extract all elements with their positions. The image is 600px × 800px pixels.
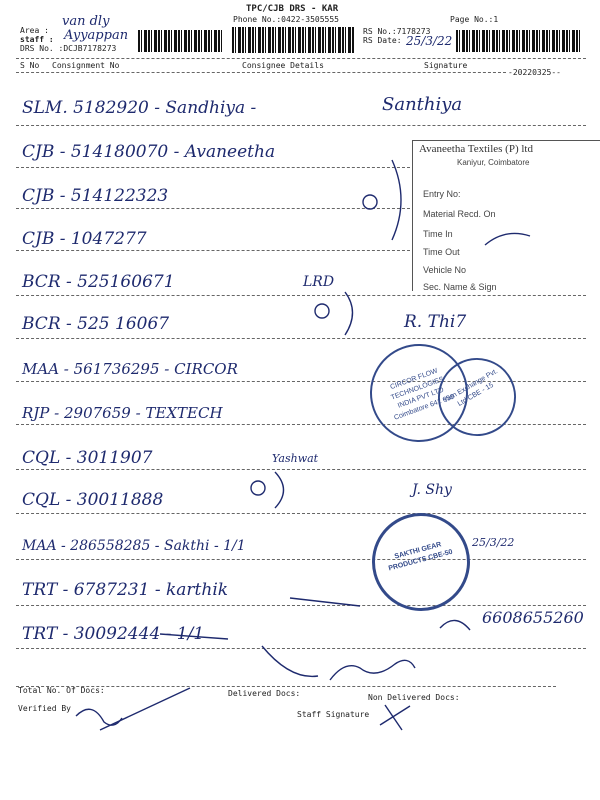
circled-3 <box>251 481 265 495</box>
entry-row-2: CJB - 514180070 - Avaneetha <box>22 142 276 162</box>
delivered-docs-label: Delivered Docs: <box>228 689 301 698</box>
receipt-field: Sec. Name & Sign <box>423 282 497 292</box>
entry-sign-10: J. Shy <box>412 482 452 498</box>
entry-row-4: CJB - 1047277 <box>22 229 147 249</box>
entry-sign-9: Yashwat <box>272 452 319 465</box>
entry-row-5: BCR - 525160671 <box>22 272 175 292</box>
receipt-field: Vehicle No <box>423 265 467 275</box>
entry-row-10: CQL - 30011888 <box>22 490 164 510</box>
staff-label: staff : <box>20 35 54 44</box>
entry-row-8: RJP - 2907659 - TEXTECH <box>22 404 223 422</box>
signature-scrawl <box>380 705 410 730</box>
receipt-field: Time In <box>423 229 453 239</box>
entry-row-11: MAA - 286558285 - Sakthi - 1/1 <box>22 538 246 554</box>
rs-number: RS No.:7178273 <box>363 27 431 36</box>
col-signature: Signature <box>424 61 468 70</box>
entry-sign-6: R. Thi7 <box>404 312 467 332</box>
bracket-mark <box>275 472 284 508</box>
circled-3 <box>363 195 377 209</box>
signature-scrawl <box>440 620 470 630</box>
verified-by-label: Verified By <box>18 704 71 713</box>
non-delivered-docs-label: Non Delivered Docs: <box>368 693 460 702</box>
circor-stamp-text: CIRCOR FLOW TECHNOLOGIES INDIA PVT LTD Coimbatore 641 659 <box>389 367 456 422</box>
circled-3 <box>315 304 329 318</box>
document-title: TPC/CJB DRS - KAR <box>246 4 339 14</box>
yarn-stamp-text: Yarn Exchange Pvt. Ltd CBE - 15 <box>442 367 500 408</box>
bracket-mark <box>345 292 353 335</box>
area-label: Area : <box>20 26 49 35</box>
staff-signature-label: Staff Signature <box>297 710 370 719</box>
signature-scrawl <box>330 660 415 680</box>
entry-row-6: BCR - 525 16067 <box>22 314 170 334</box>
entry-sign-5: LRD <box>303 274 335 290</box>
entry-sign-1: Santhiya <box>382 94 463 115</box>
area-handwritten: van dly <box>62 14 110 29</box>
receipt-location: Kaniyur, Coimbatore <box>457 158 530 167</box>
entry-row-7: MAA - 561736295 - CIRCOR <box>22 360 238 378</box>
signature-scrawl <box>100 688 190 730</box>
arrow-line <box>262 646 318 676</box>
staff-handwritten: Ayyappan <box>64 28 129 43</box>
receipt-field: Time Out <box>423 247 460 257</box>
entry-row-3: CJB - 514122323 <box>22 186 169 206</box>
col-sno: S No <box>20 61 40 70</box>
entry-sign-13: 6608655260 <box>482 608 584 627</box>
sakthi-stamp-text: SAKTHI GEAR PRODUCTS CBE-50 <box>387 541 454 573</box>
bracket-mark <box>392 160 401 240</box>
col-consignee: Consignee Details <box>242 61 324 70</box>
col-consignment: Consignment No <box>52 61 120 70</box>
arrow-line <box>160 634 228 639</box>
entry-row-13: TRT - 30092444 - 1/1 <box>22 624 205 644</box>
page-number: Page No.:1 <box>450 15 499 24</box>
receipt-company: Avaneetha Textiles (P) ltd <box>419 143 533 155</box>
arrow-line <box>290 598 360 606</box>
rs-date-label: RS Date: <box>363 36 402 45</box>
entry-row-9: CQL - 3011907 <box>22 448 153 468</box>
entry-row-12: TRT - 6787231 - karthik <box>22 580 229 600</box>
entry-sign-11: 25/3/22 <box>472 536 515 549</box>
phone-number: Phone No.:0422-3505555 <box>233 15 339 24</box>
receipt-field: Entry No: <box>423 189 461 199</box>
run-code: -20220325-- <box>508 68 561 77</box>
total-docs-label: Total No. Of Docs: <box>18 686 105 695</box>
drs-number: DRS No. :DCJB7178273 <box>20 44 117 53</box>
entry-row-1: SLM. 5182920 - Sandhiya - <box>22 98 257 118</box>
tick-mark <box>485 233 530 245</box>
rs-date-handwritten: 25/3/22 <box>406 34 453 48</box>
receipt-field: Material Recd. On <box>423 209 496 219</box>
